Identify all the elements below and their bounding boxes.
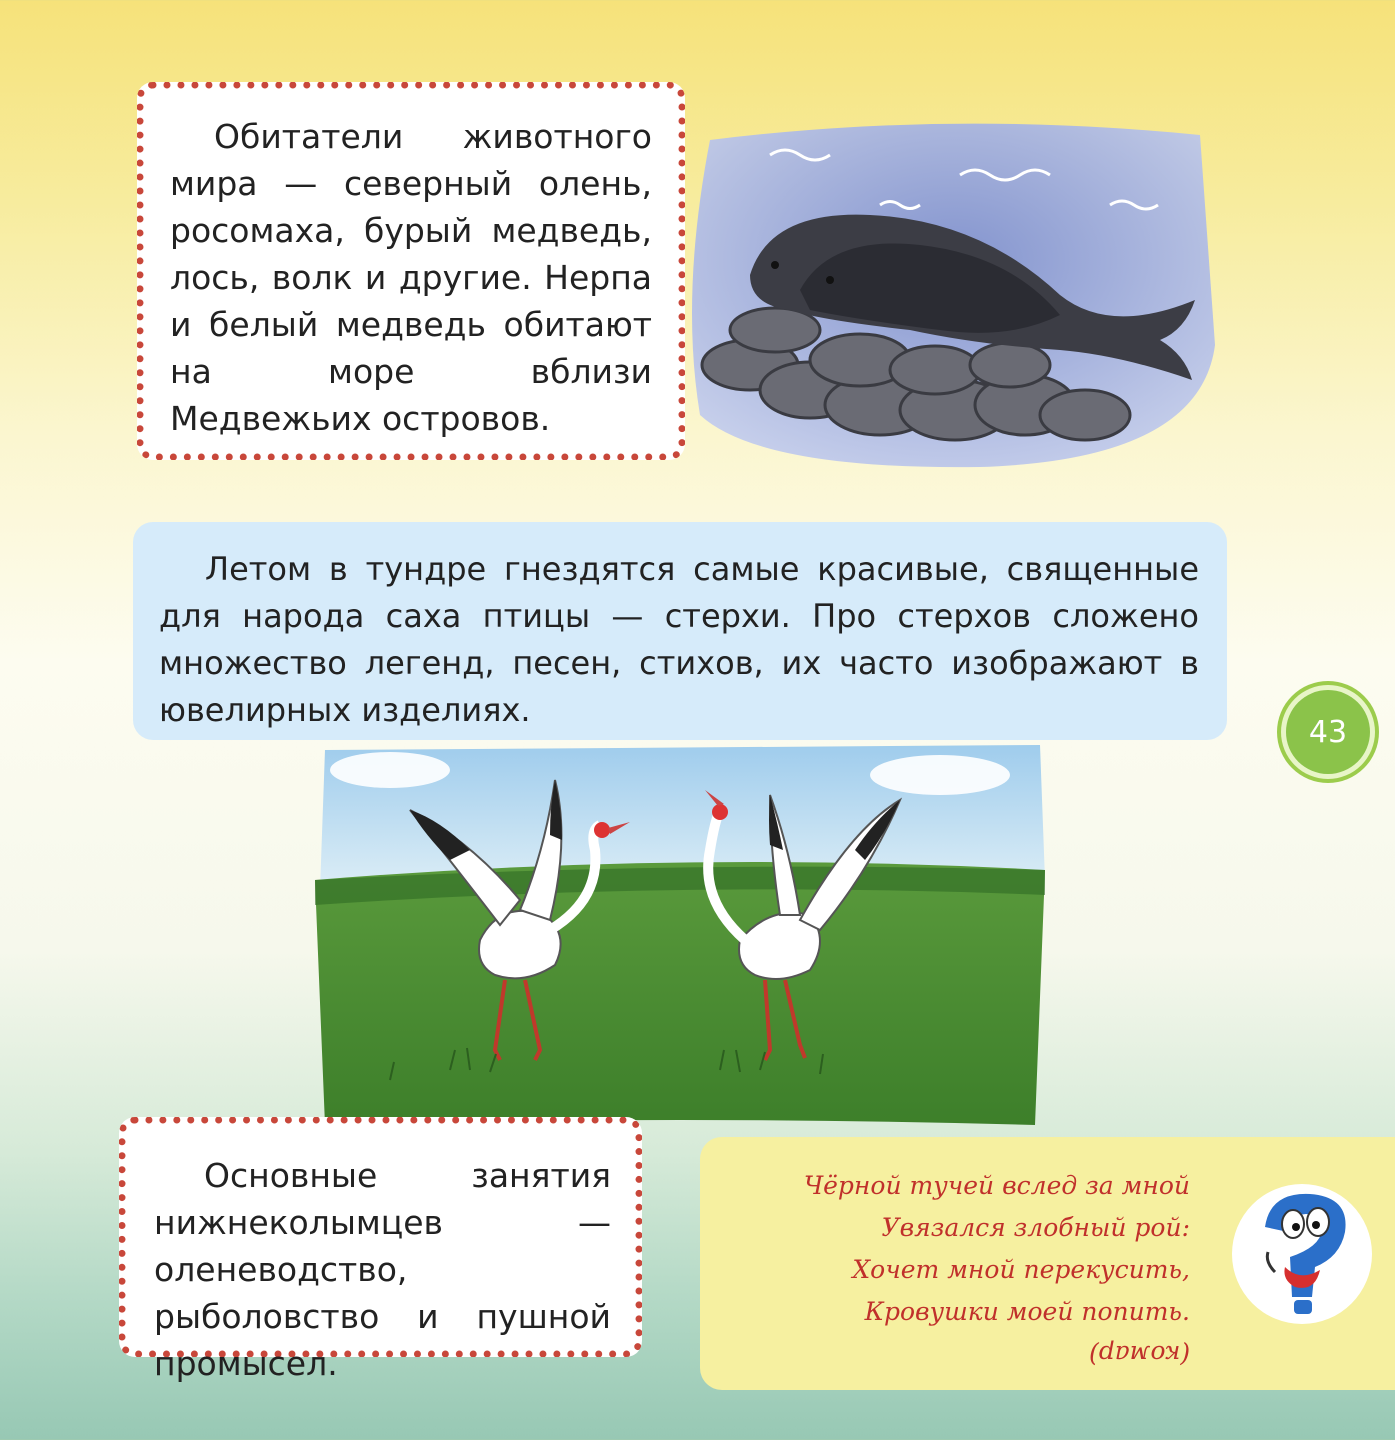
riddle-line: Хочет мной перекусить,: [852, 1255, 1190, 1284]
riddle-text: [730, 1165, 1190, 1375]
text-box-wildlife: [137, 82, 685, 460]
text-box-occupations: [119, 1117, 642, 1383]
crane-illustration: [300, 740, 1060, 1130]
text-box-cranes: [133, 522, 1227, 740]
riddle-line: Увязался злобный рой:: [881, 1213, 1190, 1242]
question-mark-mascot-icon: [1230, 1182, 1375, 1327]
seal-illustration: [680, 115, 1220, 475]
occupations-paragraph: Основные занятия нижнеколымцев — оленеводство, рыболовство и пушной промысел.: [154, 1156, 611, 1383]
riddle-answer: (комар): [1088, 1340, 1190, 1369]
riddle-box: [700, 1137, 1395, 1390]
riddle-line: Чёрной тучей вслед за мной: [803, 1171, 1190, 1200]
page-number: 43: [1286, 690, 1370, 774]
riddle-line: Кровушки моей попить.: [864, 1297, 1190, 1326]
cranes-paragraph: Летом в тундре гнездятся самые красивые, священные для народа саха птицы — стерхи. Про стерхов сложено множество легенд, песен, стихов, их часто изображают в ювелирных изделиях.: [159, 550, 1199, 729]
wildlife-paragraph: Обитатели животного мира — северный олень, росомаха, бурый медведь, лось, волк и другие. Нерпа и белый медведь обитают на море вблизи Медвежьих островов.: [170, 117, 652, 438]
